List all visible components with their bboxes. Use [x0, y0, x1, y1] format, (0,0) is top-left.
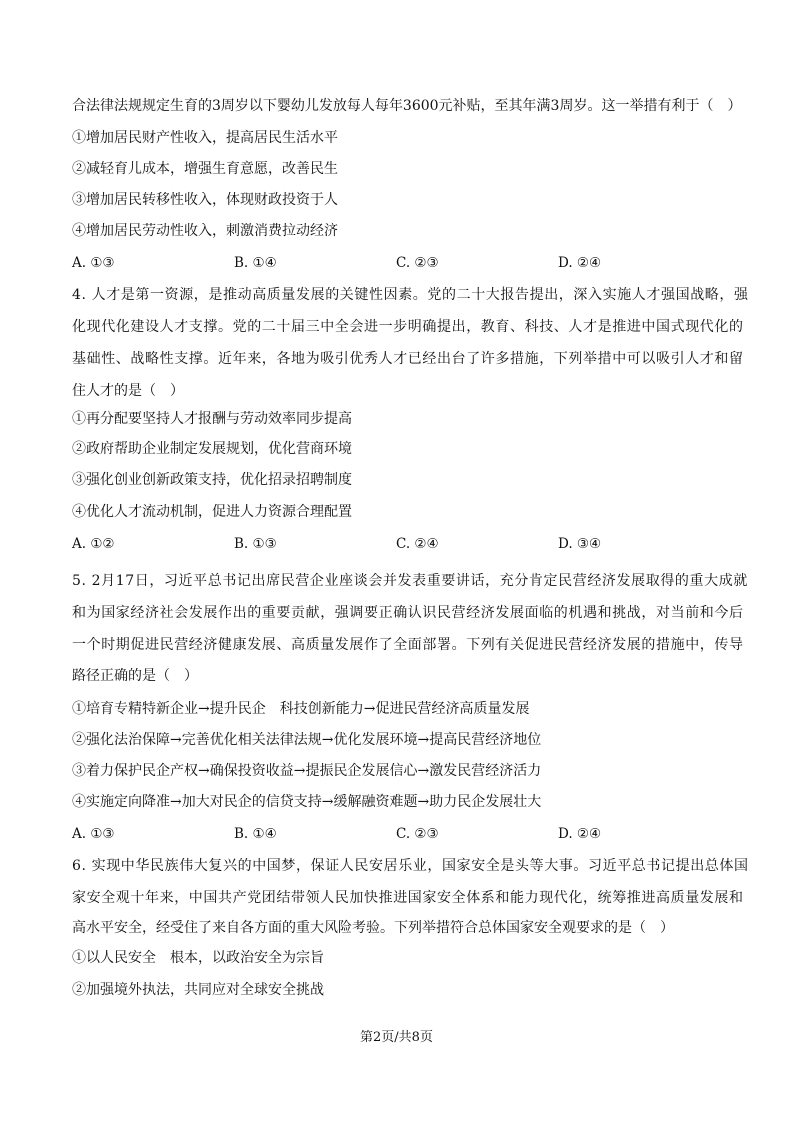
question-5-stem-line: 5. 2月17日，习近平总书记出席民营企业座谈会并发表重要讲话，充分肯定民营经济发展取得的重大成就 — [72, 573, 748, 589]
question-4-item: ③强化创业创新政策支持，优化招录招聘制度 — [72, 472, 352, 488]
question-4-item: ④优化人才流动机制，促进人力资源合理配置 — [72, 504, 352, 520]
question-3-stem: 合法律法规规定生育的3周岁以下婴幼儿发放每人每年3600元补贴，至其年满3周岁。这一举措有利于（ ） — [72, 98, 742, 114]
question-3-item: ②减轻育儿成本，增强生育意愿，改善民生 — [72, 161, 338, 177]
question-3-options — [72, 253, 632, 273]
option-d: D. ③④ — [558, 536, 602, 552]
question-5-stem-line: 一个时期促进民营经济健康发展、高质量发展作了全面部署。下列有关促进民营经济发展的措施中，传导 — [72, 637, 744, 653]
question-4-item: ①再分配要坚持人才报酬与劳动效率同步提高 — [72, 411, 352, 427]
option-a: A. ①② — [72, 536, 115, 552]
option-b: B. ①④ — [234, 826, 277, 842]
question-5-item: ③着力保护民企产权→确保投资收益→提振民企发展信心→激发民营经济活力 — [72, 763, 542, 779]
option-b: B. ①④ — [234, 255, 277, 271]
option-d: D. ②④ — [558, 255, 602, 271]
question-4-stem-line: 基础性、战略性支撑。近年来，各地为吸引优秀人才已经出台了许多措施，下列举措中可以吸引人才和留 — [72, 351, 744, 367]
question-5-stem-line: 和为国家经济社会发展作出的重要贡献，强调要正确认识民营经济发展面临的机遇和挑战，对当前和今后 — [72, 605, 744, 621]
option-c: C. ②④ — [396, 536, 439, 552]
question-3-item: ①增加居民财产性收入，提高居民生活水平 — [72, 130, 338, 146]
question-6-item: ①以人民安全 根本，以政治安全为宗旨 — [72, 950, 324, 966]
question-3-item: ④增加居民劳动性收入，刺激消费拉动经济 — [72, 223, 338, 239]
question-5-stem-line: 路径正确的是（ ） — [72, 668, 198, 684]
question-5-item: ①培育专精特新企业→提升民企 科技创新能力→促进民营经济高质量发展 — [72, 701, 530, 717]
question-5-options — [72, 824, 632, 844]
option-a: A. ①③ — [72, 255, 115, 271]
option-b: B. ①③ — [234, 536, 277, 552]
question-5-item: ④实施定向降准→加大对民企的信贷支持→缓解融资难题→助力民企发展壮大 — [72, 794, 542, 810]
option-d: D. ②④ — [558, 826, 602, 842]
question-3-item: ③增加居民转移性收入，体现财政投资于人 — [72, 192, 338, 208]
question-6-stem-line: 家安全观十年来，中国共产党团结带领人民加快推进国家安全体系和能力现代化，统筹推进高质量发展和 — [72, 890, 744, 906]
question-6-stem-line: 6. 实现中华民族伟大复兴的中国梦，保证人民安居乐业，国家安全是头等大事。习近平总书记提出总体国 — [72, 858, 749, 874]
question-6-stem-line: 高水平安全，经受住了来自各方面的重大风险考验。下列举措符合总体国家安全观要求的是（ ） — [72, 920, 674, 936]
page-footer: 第2页/共8页 — [360, 1030, 433, 1045]
question-4-item: ②政府帮助企业制定发展规划，优化营商环境 — [72, 441, 352, 457]
option-a: A. ①③ — [72, 826, 115, 842]
option-c: C. ②③ — [396, 255, 439, 271]
question-5-item: ②强化法治保障→完善优化相关法律法规→优化发展环境→提高民营经济地位 — [72, 732, 542, 748]
question-6-item: ②加强境外执法，共同应对全球安全挑战 — [72, 982, 324, 998]
question-4-stem-line: 4. 人才是第一资源，是推动高质量发展的关键性因素。党的二十大报告提出，深入实施人才强国战略，强 — [72, 287, 749, 303]
option-c: C. ②③ — [396, 826, 439, 842]
question-4-stem-line: 住人才的是（ ） — [72, 383, 184, 399]
question-4-stem-line: 化现代化建设人才支撑。党的二十届三中全会进一步明确提出，教育、科技、人才是推进中国式现代化的 — [72, 319, 744, 335]
question-4-options — [72, 534, 632, 554]
